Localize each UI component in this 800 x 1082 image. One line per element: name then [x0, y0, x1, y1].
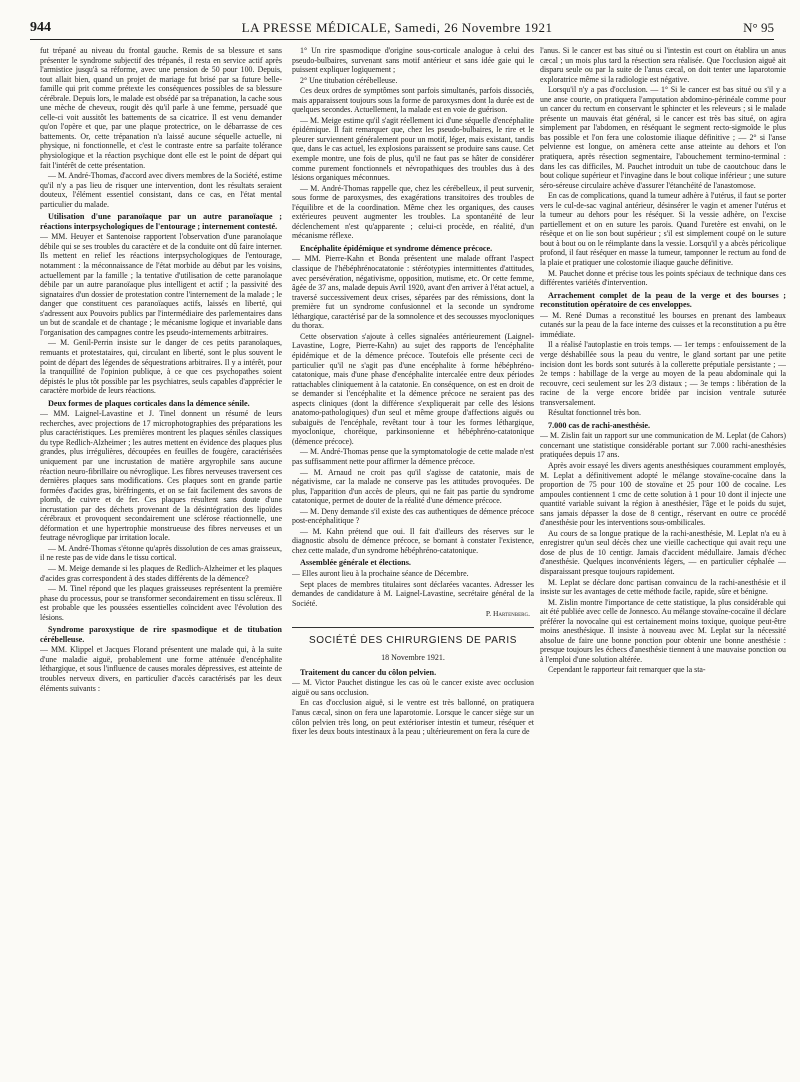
paragraph: — Elles auront lieu à la prochaine séance de Décembre. — [292, 568, 469, 578]
section-heading: Syndrome paroxystique de rire spasmodique et de titubation cérébelleuse. — [40, 625, 282, 644]
society-name: SOCIÉTÉ DES CHIRURGIENS DE PARIS — [309, 634, 517, 646]
paragraph: En cas de complications, quand la tumeur adhère à l'utérus, il faut se porter vers le cul-de-sac vaginal antérieur, désinsérer le vagin et amener l'utérus et la tumeur au dehors pour les réséquer. Si la vessie adhère, on l'excise partiellement et on en suture les parois. Quand l'uretère est envahi, on le résèque et on lie son bout supérieur ; s'il est simplement coupé on le suture bout à bout ou on le réimplante dans la vessie. Lorsqu'il y a abcès péricolique profond, il faut réséquer en masse la tumeur, tamponner le rectum au fond de la plaie et pratiquer une colostomie iliaque gauche définitive. — [540, 191, 786, 268]
section-heading: Assemblée générale et élections. — [300, 558, 411, 568]
section-heading: Encéphalite épidémique et syndrome démence précoce. — [300, 243, 493, 253]
paragraph: fut trépané au niveau du frontal gauche. Remis de sa blessure et sans présenter le syndrome subjectif des trépanés, il resta en service actif après l'armistice jusqu'à sa réforme, avec une pension de 50 pour 100. Depuis, tout allait bien, quand un projet de mariage fut brisé par sa future belle-famille qui prit comme prétexte les conséquences possibles de sa blessure cérébrale. Depuis lors, le malade est obsédé par sa trépanation, la cache sous une mèche de cheveux, rougit dès qu'il parle à une femme, persuadé que celle-ci voit aussitôt les battements de sa cicatrice. Il est venu demander qu'on l'opère et que, par une plaque protectrice, on le débarrasse de ces battements. Or, cette trépanation n'a laissé aucune séquelle actuelle, ni physique, ni fonctionnelle, et c'est le contraste entre sa parfaite tolérance physiologique et la réaction psychique dont elle est le point de départ qui fait l'intérêt de cette présentation. — [40, 46, 282, 170]
paragraph: — MM. Heuyer et Santenoise rapportent l'observation d'une paranoïaque débile qui se ses troubles du caractère et de la conduite ont dû faire interner. Ils mettent en relief les réactions interpsychologiques de l'entourage, notamment : la méconnaissance de l'état morbide au début par les voisins, actuellement par la famille ; la tentative d'utilisation de cette paranoïaque débile par un autre paranoïaque plus intelligent et actif ; la passivité des signataires d'un dossier de protestation contre l'internement de la malade ; le danger que constituent ces paranoïaques actifs, laissés en liberté, qui s'adressent aux Pouvoirs publics par l'intermédiaire des parlementaires dans un but de scandale et de chantage ; le mécanisme logique et invariable dans l'organisation des campagnes contre les pseudo-internements arbitraires. — [40, 232, 282, 337]
paragraph: — M. André-Thomas pense que la symptomatologie de cette malade n'est pas suffisamment nette pour affirmer la démence précoce. — [292, 447, 534, 466]
paragraph: l'anus. Si le cancer est bas situé ou si l'intestin est court on établira un anus cæcal ; un mois plus tard la résection sera réalisée. Que l'occlusion aiguë ait disparu seule ou par la suite de l'anus cæcal, on doit tenter une laparotomie exploratrice même si la radiologie est négative. — [540, 46, 786, 84]
paragraph: — M. André-Thomas rappelle que, chez les cérébelleux, il peut survenir, sous forme de paroxysmes, des exagérations transitoires des troubles de l'équilibre et de la coordination. Même chez les organiques, des causes extérieures peuvent augmenter les troubles. La spontanéité de leur déclenchement n'est qu'apparente ; celui-ci procède, en réalité, d'un mécanisme réflexe. — [292, 183, 534, 241]
paragraph: — MM. Klippel et Jacques Florand présentent une malade qui, à la suite d'une maladie aiguë, probablement une forme atténuée d'encéphalite léthargique, et sous l'influence de causes morales dépressives, est atteinte de troubles nerveux divers, en particulier d'accès caractérisés par les deux éléments suivants : — [40, 645, 282, 693]
paragraph: M. Zislin montre l'importance de cette statistique, la plus considérable qui ait été publiée avec celle de Jonnesco. Au mélange stovaïne-cocaïne il déclare préférer la novocaïne qui est certainement moins toxique, quoique peut-être moins anesthésique. Il insiste à nouveau avec M. Leplat sur la nécessité absolue de faire une bonne ponction pour obtenir une bonne anesthésie : presque toujours les échecs d'anesthésie tiennent à une mauvaise ponction ou à l'emploi d'une solution altérée. — [540, 597, 786, 664]
section-heading: Traitement du cancer du côlon pelvien. — [300, 667, 437, 677]
paragraph: En cas d'occlusion aiguë, si le ventre est très ballonné, on pratiquera l'anus cæcal, sinon on fera une laparotomie. Lorsque le cancer siège sur un côlon pelvien très long, on peut extérioriser intestin et tumeur, réséquer et fixer les deux bouts intestinaux à la peau ; ultérieurement on fera la cure de — [292, 698, 534, 737]
page-number: 944 — [30, 20, 51, 35]
issue-number: N° 95 — [743, 20, 774, 35]
paragraph: 2° Une titubation cérébelleuse. — [300, 75, 398, 85]
page-header — [30, 12, 774, 40]
paragraph: — MM. Pierre-Kahn et Bonda présentent une malade offrant l'aspect classique de l'hébéphrénocatatonie : stéréotypies intermittentes d'attitudes, avec persévération, négativisme, opposition, mutisme, etc. Or cette femme, âgée de 37 ans, malade depuis Avril 1920, avant d'en arriver à l'état actuel, a traversé successivement deux crises, séparées par des rémissions, dont la première fut un syndrome confusionnel et la seconde un syndrome léthargique, caractérisé par de la somnolence et des secousses myocloniques du thorax. — [292, 254, 534, 331]
paragraph: M. Pauchet donne et précise tous les points spéciaux de technique dans ces différentes variétés d'intervention. — [540, 268, 786, 288]
paragraph: — M. Genil-Perrin insiste sur le danger de ces petits paranoïaques, remuants et protestataires, qui, circulant en liberté, sont le plus souvent le point de départ des légendes de séquestrations arbitraires. Il y a intérêt, pour la tranquillité de l'opinion publique, à ce que ces psychopathes soient dépistés le plus tôt possible par les psychiatres, seuls capables d'apprécier le caractère morbide de leurs réactions. — [40, 338, 282, 396]
paragraph: Il a réalisé l'autoplastie en trois temps. — 1er temps : enfouissement de la verge déshabillée sous la peau du ventre, le gland sortant par une petite incision dont les bords sont suturés à la collerette préputiale persistante ; — 2e temps : habillage de la verge au moyen de la peau abdominale qui la recouvre, ceci seulement sur les 2/3 distaux ; — 3e temps : libération de la racine de la verge encore bridée par incision ventrale suturée transversalement. — [540, 340, 786, 407]
journal-title: LA PRESSE MÉDICALE, Samedi, 26 Novembre 1921 — [241, 20, 553, 35]
paragraph: — M. Meige estime qu'il s'agit réellement ici d'une séquelle d'encéphalite épidémique. Il fait remarquer que, chez les pseudo-bulbaires, le rire et le pleurer surviennent généralement pour un motif, léger, mais existant, tandis que, dans le cas actuel, les explosions paraissent se produire sans cause. Cet exemple montre, une fois de plus, qu'il ne faut pas se hâter de considérer comme purement fonctionnels et névropathiques des troubles dus à des lésions organiques méconnues. — [292, 115, 534, 183]
paragraph: — M. Arnaud ne croit pas qu'il s'agisse de catatonie, mais de négativisme, car la malade ne conserve pas les attitudes provoquées. De plus, l'apparition d'un accès de pleurs, qui ne fait pas partie du syndrome catatonique, permet de douter de la réalité d'une démence précoce. — [292, 467, 534, 506]
signature: P. Hartenberg. — [485, 609, 530, 619]
section-heading: Arrachement complet de la peau de la verge et des bourses ; reconstitution opératoire de ces enveloppes. — [540, 290, 786, 310]
paragraph: — M. Deny demande s'il existe des cas authentiques de démence précoce post-encéphalitique ? — [292, 506, 534, 526]
paragraph: — M. André-Thomas, d'accord avec divers membres de la Société, estime qu'il n'y a pas lieu de risquer une intervention, dont les résultats seraient douteux, l'élément essentiel consistant, dans ce cas, en l'état mental particulier du malade. — [40, 171, 282, 209]
paragraph: — M. René Dumas a reconstitué les bourses en prenant des lambeaux cutanés sur la peau de la face interne des cuisses et la reconstitution a pu être immédiate. — [540, 310, 786, 339]
section-heading: 7.000 cas de rachi-anesthésie. — [548, 420, 651, 430]
paragraph: — M. Victor Pauchet distingue les cas où le cancer existe avec occlusion aiguë ou sans occlusion. — [292, 678, 534, 697]
society-block — [292, 627, 534, 663]
paragraph: Au cours de sa longue pratique de la rachi-anesthésie, M. Leplat n'a eu à enregistrer qu'un seul décès chez une vieille cachectique qui avait reçu une dose de plus de 10 centigr. Jamais d'accident médullaire. Jamais d'échec d'anesthésie. Quelques inconvénients légers, — en particulier céphalée — disparaissant presque toujours rapidement. — [540, 528, 786, 576]
paragraph: Sept places de membres titulaires sont déclarées vacantes. Adresser les demandes de candidature à M. Laignel-Lavastine, secrétaire général de la Société. — [292, 579, 534, 608]
paragraph: — M. Meige demande si les plaques de Redlich-Alzheimer et les plaques d'acides gras correspondent à des stades différents de la démence? — [40, 563, 282, 583]
column-2 — [292, 46, 534, 1076]
paragraph: Après avoir essayé les divers agents anesthésiques couramment employés, M. Leplat a définitivement adopté le mélange stovaïne-cocaïne dans la proportion de 75 pour 100 de stovaïne et 25 pour 100 de cocaïne. Les ampoules contiennent 1 cmc de cette solution à 1 pour 10 dont il injecte une quantité variable suivant la région à anesthésier, l'âge et le poids du sujet, sans jamais dépasser la dose de 8 centigr., réservant en outre ce procédé d'anesthésie pour les interventions sous-ombilicales. — [540, 460, 786, 528]
paragraph: Ces deux ordres de symptômes sont parfois simultanés, parfois dissociés, mais apparaissent toujours sous la forme de paroxysmes dont la durée est de quelques secondes. Actuellement, la malade est en voie de guérison. — [292, 86, 534, 115]
paragraph: M. Leplat se déclare donc partisan convaincu de la rachi-anesthésie et il insiste sur les avantages de cette méthode facile, rapide, sûre et bénigne. — [540, 577, 786, 597]
section-heading: Utilisation d'une paranoïaque par un autre paranoïaque ; réactions interpsychologiques de l'entourage ; internement contesté. — [40, 212, 282, 231]
paragraph: — MM. Laignel-Lavastine et J. Tinel donnent un résumé de leurs recherches, avec projections de 17 microphotographies des préparations les plus caractéristiques. Les premières montrent les plaques séniles classiques du type Redlich-Alzheimer ; les autres mettent en évidence des plaques plus grandes, plus irrégulières, découpées en feuilles de fougère, caractérisées uniquement par une incrustation de matière argyrophile sans aucune réaction neuro-fibrillaire ou névroglique. Les fibres nerveuses traversent ces dernières plaques sans modifications. Ces plaques sont en grande partie formées d'acides gras, biréfringents, et on se fait facilement des savons de plomb, de cuivre et de fer. Ces plaques résultent sans doute d'une incrustation par des déchets provenant de la désintégration des lipoïdes cérébraux et provoquent secondairement une sclérose réactionnelle, une déformation et une hypertrophie monstrueuse des fibres nerveuses et un feutrage névroglique par irritation locale. — [40, 409, 282, 543]
paragraph: Cependant le rapporteur fait remarquer que la sta- — [548, 665, 706, 675]
section-heading: Deux formes de plaques corticales dans la démence sénile. — [48, 398, 250, 408]
paragraph: 1° Un rire spasmodique d'origine sous-corticale analogue à celui des pseudo-bulbaires, survenant sans motif antérieur et sans idée gaie qui le puissent expliquer logiquement ; — [292, 46, 534, 75]
paragraph: — M. Zislin fait un rapport sur une communication de M. Leplat (de Cahors) concernant une statistique considérable portant sur 7.000 rachi-anesthésies pratiquées depuis 17 ans. — [540, 431, 786, 460]
paragraph: — M. Tinel répond que les plaques graisseuses représentent la première phase du processus, pour se transformer secondairement en tissu scléreux. Il est probable que les poussées essentielles coïncident avec l'évolution des lésions. — [40, 584, 282, 622]
paragraph: Cette observation s'ajoute à celles signalées antérieurement (Laignel-Lavastine, Logre, Pierre-Kahn) au sujet des rapports de l'encéphalite épidémique et de la démence précoce. Toutefois elle présente ceci de particulier qu'il ne s'agit pas d'une encéphalite à forme hébéphréno-catatonique, mais d'une phase d'encéphalite intercalée entre deux périodes rattachables cliniquement à la catatonie. En conséquence, on est en droit de se demander si l'encéphalite et la démence précoce ne seraient pas des aspects cliniques (dont la différence s'expliquerait par celle des lésions anatomo-pathologiques) d'un seul et même groupe d'affections aiguës ou subaiguës de l'encéphale, revêtant tour à tour les formes léthargique, myoclonique, choréique, parkinsonienne et hébéphréno-catatonique (démence précoce). — [292, 331, 534, 446]
column-3 — [540, 46, 786, 1076]
column-1 — [40, 46, 282, 1076]
paragraph: — M. Kahn prétend que oui. Il fait d'ailleurs des réserves sur le diagnostic absolu de démence précoce, se bornant à constater l'existence, chez cette malade, d'un syndrome hébéphréno-catatonique. — [292, 526, 534, 555]
paragraph: — M. André-Thomas s'étonne qu'après dissolution de ces amas graisseux, il ne reste pas de vide dans le tissu cortical. — [40, 543, 282, 563]
session-date: 18 Novembre 1921. — [381, 653, 445, 663]
paragraph: Résultat fonctionnel très bon. — [548, 408, 641, 418]
paragraph: Lorsqu'il n'y a pas d'occlusion. — 1° Si le cancer est bas situé ou s'il y a une anse courte, on pratiquera l'amputation abdomino-périnéale comme pour un cancer du rectum en conservant le sphincter et les releveurs ; si le malade présente un mauvais état général, si le cancer est très bas situé, on agira simplement par l'abdomen, en réséquant le segment recto-sigmoïde le plus bas possible et l'on fera une colostomie iliaque définitive ; — 2° si l'anse pelvienne est longue, on amènera cette anse atteinte au dehors et l'on pratiquera, après résection segmentaire, l'abouchement termino-terminal : dans les cas difficiles, M. Pauchet introduit un tube de caoutchouc dans le bout colique supérieur et l'invagine dans le bout colique inférieur ; une suture séro-séreuse circulaire achève d'assurer l'étanchéité de l'anastomose. — [540, 85, 786, 190]
